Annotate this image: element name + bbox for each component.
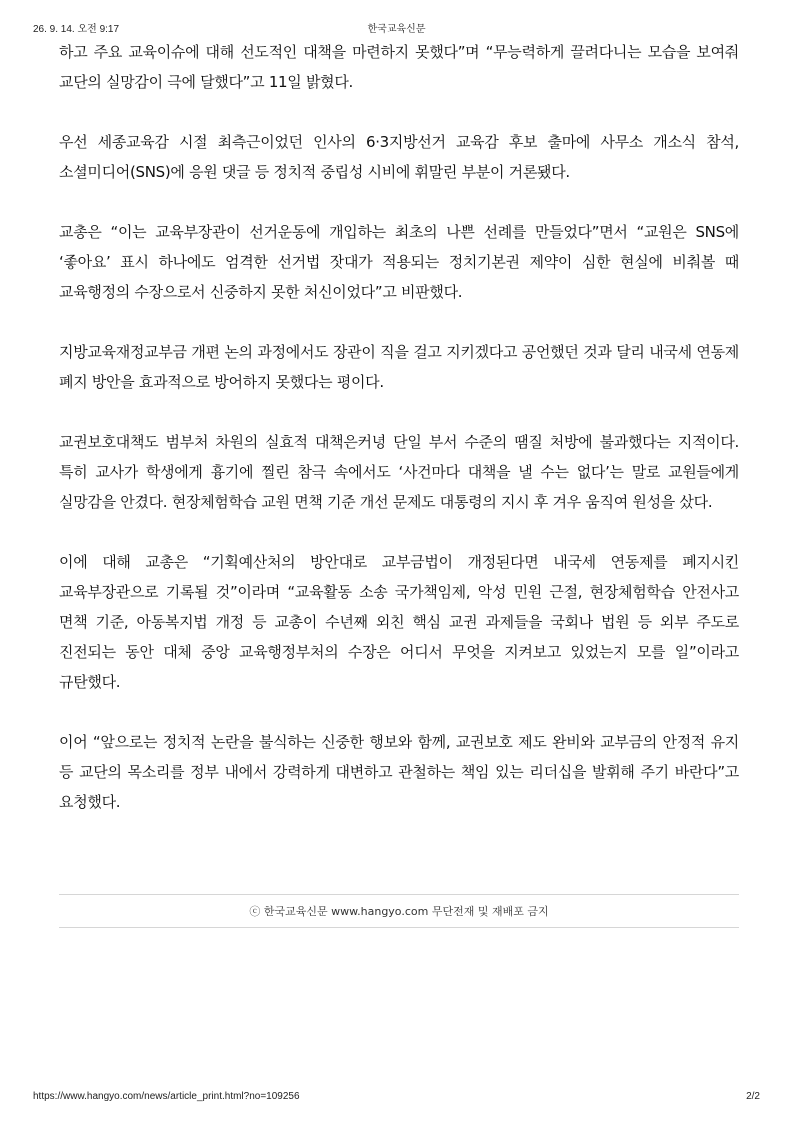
article-url[interactable]: https://www.hangyo.com/news/article_print.html?no=109256 — [33, 1091, 300, 1102]
copyright-notice — [59, 894, 739, 928]
article-paragraph: 교총은 “이는 교육부장관이 선거운동에 개입하는 최초의 나쁜 선례를 만들었다”면서 “교원은 SNS에 ‘좋아요’ 표시 하나에도 엄격한 선거법 잣대가 적용되는 정치기본권 제약이 심한 현실에 비춰볼 때 교육행정의 수장으로서 신중하지 못한 처신이었다”고 비판했다. — [59, 223, 739, 301]
article-paragraph: 하고 주요 교육이슈에 대해 선도적인 대책을 마련하지 못했다”며 “무능력하게 끌려다니는 모습을 보여줘 교단의 실망감이 극에 달했다”고 11일 밝혔다. — [59, 43, 739, 91]
article-paragraph: 우선 세종교육감 시절 최측근이었던 인사의 6·3지방선거 교육감 후보 출마에 사무소 개소식 참석, 소셜미디어(SNS)에 응원 댓글 등 정치적 중립성 시비에 휘말린 부분이 거론됐다. — [59, 133, 739, 181]
article-paragraph: 이에 대해 교총은 “기획예산처의 방안대로 교부금법이 개정된다면 내국세 연동제를 폐지시킨 교육부장관으로 기록될 것”이라며 “교육활동 소송 국가책임제, 악성 민원 근절, 현장체험학습 안전사고 면책 기준, 아동복지법 개정 등 교총이 수년째 외친 핵심 교권 과제들을 국회나 법원 등 외부 주도로 진전되는 동안 대체 중앙 교육행정부처의 수장은 어디서 무엇을 지켜보고 있었는지 모를 일”이라고 규탄했다. — [59, 553, 739, 691]
article-body — [59, 37, 739, 847]
print-header — [33, 20, 760, 36]
print-footer — [33, 1091, 760, 1107]
article-paragraph: 이어 “앞으로는 정치적 논란을 불식하는 신중한 행보와 함께, 교권보호 제도 완비와 교부금의 안정적 유지 등 교단의 목소리를 정부 내에서 강력하게 대변하고 관철하는 책임 있는 리더십을 발휘해 주기 바란다”고 요청했다. — [59, 733, 739, 811]
print-site-title: 한국교육신문 — [367, 24, 426, 35]
copyright-text: ⓒ 한국교육신문 www.hangyo.com 무단전재 및 재배포 금지 — [249, 905, 549, 918]
page-number: 2/2 — [746, 1091, 760, 1102]
article-paragraph: 지방교육재정교부금 개편 논의 과정에서도 장관이 직을 걸고 지키겠다고 공언했던 것과 달리 내국세 연동제 폐지 방안을 효과적으로 방어하지 못했다는 평이다. — [59, 343, 739, 391]
print-datetime: 26. 9. 14. 오전 9:17 — [33, 24, 120, 35]
article-paragraph: 교권보호대책도 범부처 차원의 실효적 대책은커녕 단일 부서 수준의 땜질 처방에 불과했다는 지적이다. 특히 교사가 학생에게 흉기에 찔린 참극 속에서도 ‘사건마다 대책을 낼 수는 없다’는 말로 교원들에게 실망감을 안겼다. 현장체험학습 교원 면책 기준 개선 문제도 대통령의 지시 후 겨우 움직여 원성을 샀다. — [59, 433, 739, 511]
